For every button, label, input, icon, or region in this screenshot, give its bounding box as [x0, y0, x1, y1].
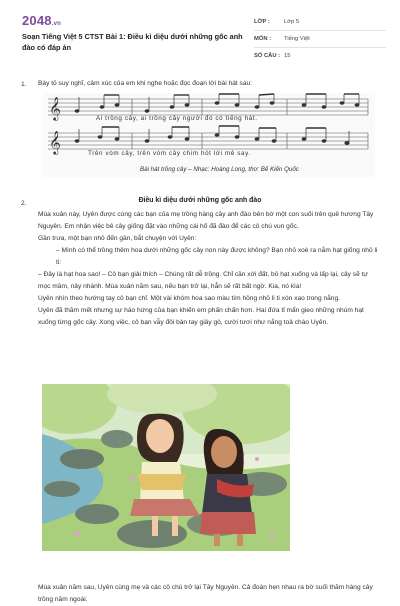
story-illustration	[42, 384, 290, 551]
story-text-continued	[38, 582, 380, 606]
logo-suffix: .vn	[51, 21, 62, 27]
svg-text:𝄞: 𝄞	[49, 96, 61, 120]
meta-value: 15	[284, 53, 291, 59]
story-paragraph: Uyên nhìn theo hướng tay cô bạn chỉ. Một vài khóm hoa sao màu tím hồng nhỏ li ti xòn xao trong nắng.	[38, 295, 340, 302]
meta-key: MÔN :	[254, 36, 272, 42]
document-meta	[254, 14, 386, 65]
story-paragraph: – Đây là hạt hoa sao! – Cô bạn giải thích – Chúng rất dễ trồng. Chỉ cần xới đất, bỏ hạt xuống và lấp lại, cây sẽ tự mọc mầm, nảy nhánh. Mùa xuân năm sau, nếu bạn trở lại, hẳn sẽ rất bất ngờ. Kia, nó kìa!	[38, 271, 368, 290]
meta-value: Lớp 5	[284, 19, 300, 25]
story-paragraph: – Mình có thể trồng thêm hoa dưới những gốc cây non này được không? Bạn nhỏ xoè ra nắm hạt giống nhỏ li ti:	[56, 247, 378, 266]
two-girls-by-stream-illustration	[42, 384, 290, 551]
meta-key: LỚP :	[254, 19, 270, 25]
document-body	[0, 64, 400, 603]
story-paragraph: Mùa xuân này, Uyên được cùng các bạn của mẹ trồng hàng cây anh đào bên bờ một con suối trên quê hương Tây Nguyên. Em nhận việc bê cây giống đặt vào những cái hố đã đào để các cô chú vun gốc.	[38, 211, 374, 230]
meta-row-class	[254, 14, 386, 31]
lyric-line-1: Ai trồng cây, ai trồng cây người đó có tiếng hát.	[96, 115, 258, 122]
question-number: 2.	[21, 200, 27, 207]
meta-row-subject	[254, 31, 386, 48]
question-prompt: Bày tỏ suy nghĩ, cảm xúc của em khi nghe hoặc đọc đoạn lời bài hát sau:	[38, 80, 252, 87]
story-title: Điều kì diệu dưới những gốc anh đào	[138, 197, 262, 204]
site-logo[interactable]	[22, 13, 61, 28]
lyric-line-2: Trên vòm cây, trên vòm cây chim hót lời mê say.	[88, 150, 251, 157]
meta-value: Tiếng Việt	[284, 36, 310, 42]
song-credit: Bài hát trồng cây – Nhạc: Hoàng Long, thơ: Bế Kiến Quốc	[140, 166, 299, 173]
question-number: 1.	[21, 81, 27, 88]
page-header	[0, 0, 400, 65]
story-paragraph: Mùa xuân năm sau, Uyên cùng mẹ và các cô chú trở lại Tây Nguyên. Cả đoàn hẹn nhau ra bờ suối thăm hàng cây trồng năm ngoái.	[38, 584, 373, 603]
story-text	[38, 209, 380, 329]
logo-text: 2048	[22, 13, 52, 28]
meta-key: SỐ CÂU :	[254, 53, 281, 59]
story-paragraph: Uyên đã thầm mết nhưng sự háo hứng của bạn khiến em phấn chấn hơn. Hai đứa tỉ mẩn gieo những nhúm hạt xuống từng gốc cây. Xong việc, cô bạn vẫy đôi bàn tay giây gò, cười tươi như nắng toả chào Uyên.	[38, 307, 364, 326]
svg-text:𝄞: 𝄞	[49, 130, 61, 154]
meta-row-count	[254, 48, 386, 65]
document-title: Soạn Tiếng Việt 5 CTST Bài 1: Điều kì diệu dưới những gốc anh đào có đáp án	[22, 32, 243, 52]
story-paragraph: Gần trưa, một bạn nhỏ đến gần, bắt chuyện với Uyên:	[38, 235, 197, 242]
